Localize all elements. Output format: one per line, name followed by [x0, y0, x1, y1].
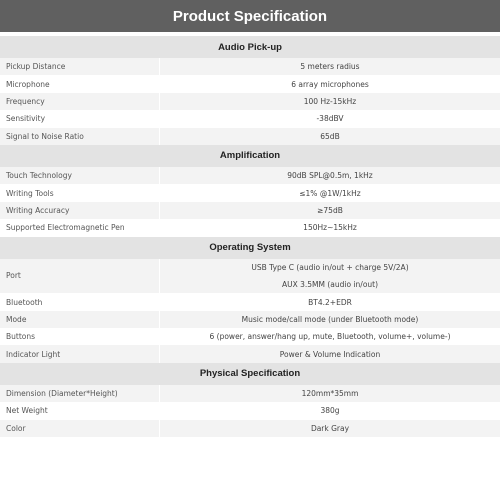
spec-value: [160, 110, 500, 127]
spec-value-line: 100 Hz-15kHz: [303, 96, 357, 106]
spec-row: [0, 293, 500, 310]
spec-value-line: Music mode/call mode (under Bluetooth mode): [241, 314, 419, 324]
spec-value: [160, 345, 500, 362]
spec-value-line: 5 meters radius: [300, 62, 360, 72]
spec-value-line: Dark Gray: [310, 423, 350, 433]
spec-value-line: -38dBV: [316, 114, 344, 124]
spec-row: [0, 402, 500, 419]
spec-value-line: ≥75dB: [317, 205, 343, 215]
spec-value-line: ≤1% @1W/1kHz: [299, 188, 361, 198]
spec-value: [160, 58, 500, 75]
spec-value-line: 380g: [320, 406, 340, 416]
spec-label: Supported Electromagnetic Pen: [0, 219, 160, 236]
spec-value: [160, 385, 500, 402]
spec-label: Bluetooth: [0, 293, 160, 310]
spec-label: Sensitivity: [0, 110, 160, 127]
spec-label: Writing Accuracy: [0, 202, 160, 219]
spec-label: Indicator Light: [0, 345, 160, 362]
section-header: Operating System: [0, 237, 500, 259]
spec-label: Pickup Distance: [0, 58, 160, 75]
spec-value: [160, 184, 500, 201]
spec-label: Port: [0, 259, 160, 294]
section-header: Audio Pick-up: [0, 36, 500, 58]
spec-value-line: USB Type C (audio in/out + charge 5V/2A): [251, 262, 409, 272]
spec-row: [0, 202, 500, 219]
spec-label: Frequency: [0, 93, 160, 110]
spec-row: [0, 345, 500, 362]
spec-value: [160, 202, 500, 219]
spec-value-line: Power & Volume Indication: [279, 349, 381, 359]
spec-row: [0, 184, 500, 201]
spec-value: [160, 167, 500, 184]
spec-value-line: 6 (power, answer/hang up, mute, Bluetooth, volume+, volume-): [209, 332, 451, 342]
spec-value: [160, 93, 500, 110]
spec-row: [0, 328, 500, 345]
spec-value: [160, 293, 500, 310]
spec-row: [0, 259, 500, 294]
spec-value: [160, 75, 500, 92]
spec-row: [0, 420, 500, 437]
section-header: Amplification: [0, 145, 500, 167]
spec-label: Writing Tools: [0, 184, 160, 201]
spec-row: [0, 93, 500, 110]
spec-row: [0, 128, 500, 145]
section-header: Physical Specification: [0, 363, 500, 385]
spec-row: [0, 385, 500, 402]
spec-value-line: 120mm*35mm: [301, 389, 359, 399]
spec-row: [0, 75, 500, 92]
spec-row: [0, 110, 500, 127]
spec-row: [0, 311, 500, 328]
spec-label: Mode: [0, 311, 160, 328]
spec-value: [160, 259, 500, 294]
spec-label: Microphone: [0, 75, 160, 92]
spec-value-line: 90dB SPL@0.5m, 1kHz: [287, 171, 373, 181]
spec-table: [0, 36, 500, 437]
spec-value-line: 6 array microphones: [291, 79, 369, 89]
spec-label: Net Weight: [0, 402, 160, 419]
spec-label: Buttons: [0, 328, 160, 345]
spec-value: [160, 219, 500, 236]
spec-label: Signal to Noise Ratio: [0, 128, 160, 145]
spec-row: [0, 58, 500, 75]
spec-value: [160, 328, 500, 345]
spec-label: Dimension (Diameter*Height): [0, 385, 160, 402]
spec-label: Color: [0, 420, 160, 437]
spec-value: [160, 311, 500, 328]
spec-value-line: 150Hz~15kHz: [303, 223, 357, 233]
spec-label: Touch Technology: [0, 167, 160, 184]
spec-row: [0, 167, 500, 184]
spec-row: [0, 219, 500, 236]
spec-value: [160, 128, 500, 145]
spec-value-line: BT4.2+EDR: [308, 297, 352, 307]
spec-value-line: AUX 3.5MM (audio in/out): [281, 280, 379, 290]
spec-value: [160, 402, 500, 419]
page-title: Product Specification: [0, 0, 500, 32]
spec-value-line: 65dB: [320, 131, 340, 141]
spec-value: [160, 420, 500, 437]
